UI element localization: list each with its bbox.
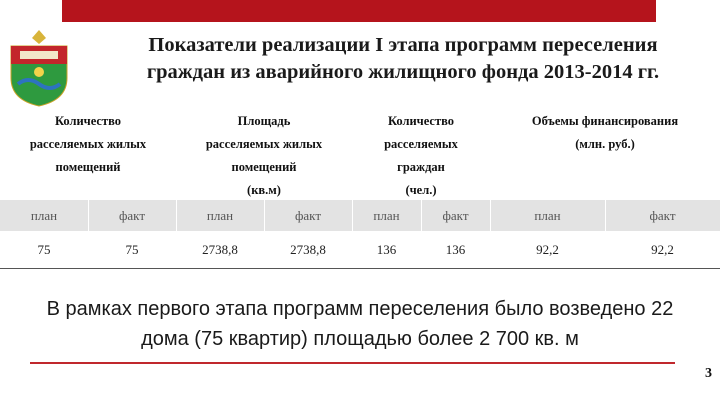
column-divider: [605, 200, 606, 231]
subheader-cell: план: [373, 207, 400, 223]
table-cell: 2738,8: [290, 241, 326, 257]
table-cell: 92,2: [651, 241, 674, 257]
table-row: [0, 231, 720, 269]
table-header: [0, 110, 720, 200]
footer-divider: [30, 362, 675, 364]
table-cell: 75: [37, 241, 51, 257]
subheader-cell: факт: [118, 207, 146, 223]
coat-of-arms-icon: [6, 28, 72, 108]
table-cell: 2738,8: [202, 241, 238, 257]
header-rooms: Количество расселяемых жилых помещений: [29, 114, 147, 174]
column-divider: [421, 200, 422, 231]
column-divider: [490, 200, 491, 231]
top-accent-bar: [62, 0, 656, 22]
subheader-cell: план: [206, 207, 234, 223]
title-line-2: граждан из аварийного жилищного фонда 2013-2014 гг.: [146, 61, 660, 83]
table-cell: 136: [376, 241, 397, 257]
subheader-cell: план: [30, 207, 58, 223]
table-cell: 92,2: [536, 241, 559, 257]
summary-text: [0, 294, 720, 354]
column-divider: [176, 200, 177, 231]
column-divider: [88, 200, 89, 231]
summary-line-1: В рамках первого этапа программ переселения было возведено 22: [46, 298, 674, 320]
subheader-cell: факт: [649, 207, 676, 223]
header-area: Площадь расселяемых жилых помещений (кв.м): [205, 114, 323, 197]
page-number: 3: [705, 366, 712, 381]
header-citizens: Количество расселяемых граждан (чел.): [384, 114, 458, 197]
table-cell: 75: [125, 241, 139, 257]
summary-line-2: дома (75 квартир) площадью более 2 700 кв. м: [141, 328, 579, 350]
table-cell: 136: [445, 241, 466, 257]
column-divider: [352, 200, 353, 231]
slide-title: [98, 32, 708, 86]
subheader-cell: факт: [294, 207, 322, 223]
subheader-cell: план: [534, 207, 561, 223]
table-subheader-row: [0, 200, 720, 231]
title-line-1: Показатели реализации I этапа программ переселения: [148, 34, 658, 56]
subheader-cell: факт: [442, 207, 469, 223]
column-divider: [264, 200, 265, 231]
header-financing: Объемы финансирования (млн. руб.): [531, 114, 679, 151]
